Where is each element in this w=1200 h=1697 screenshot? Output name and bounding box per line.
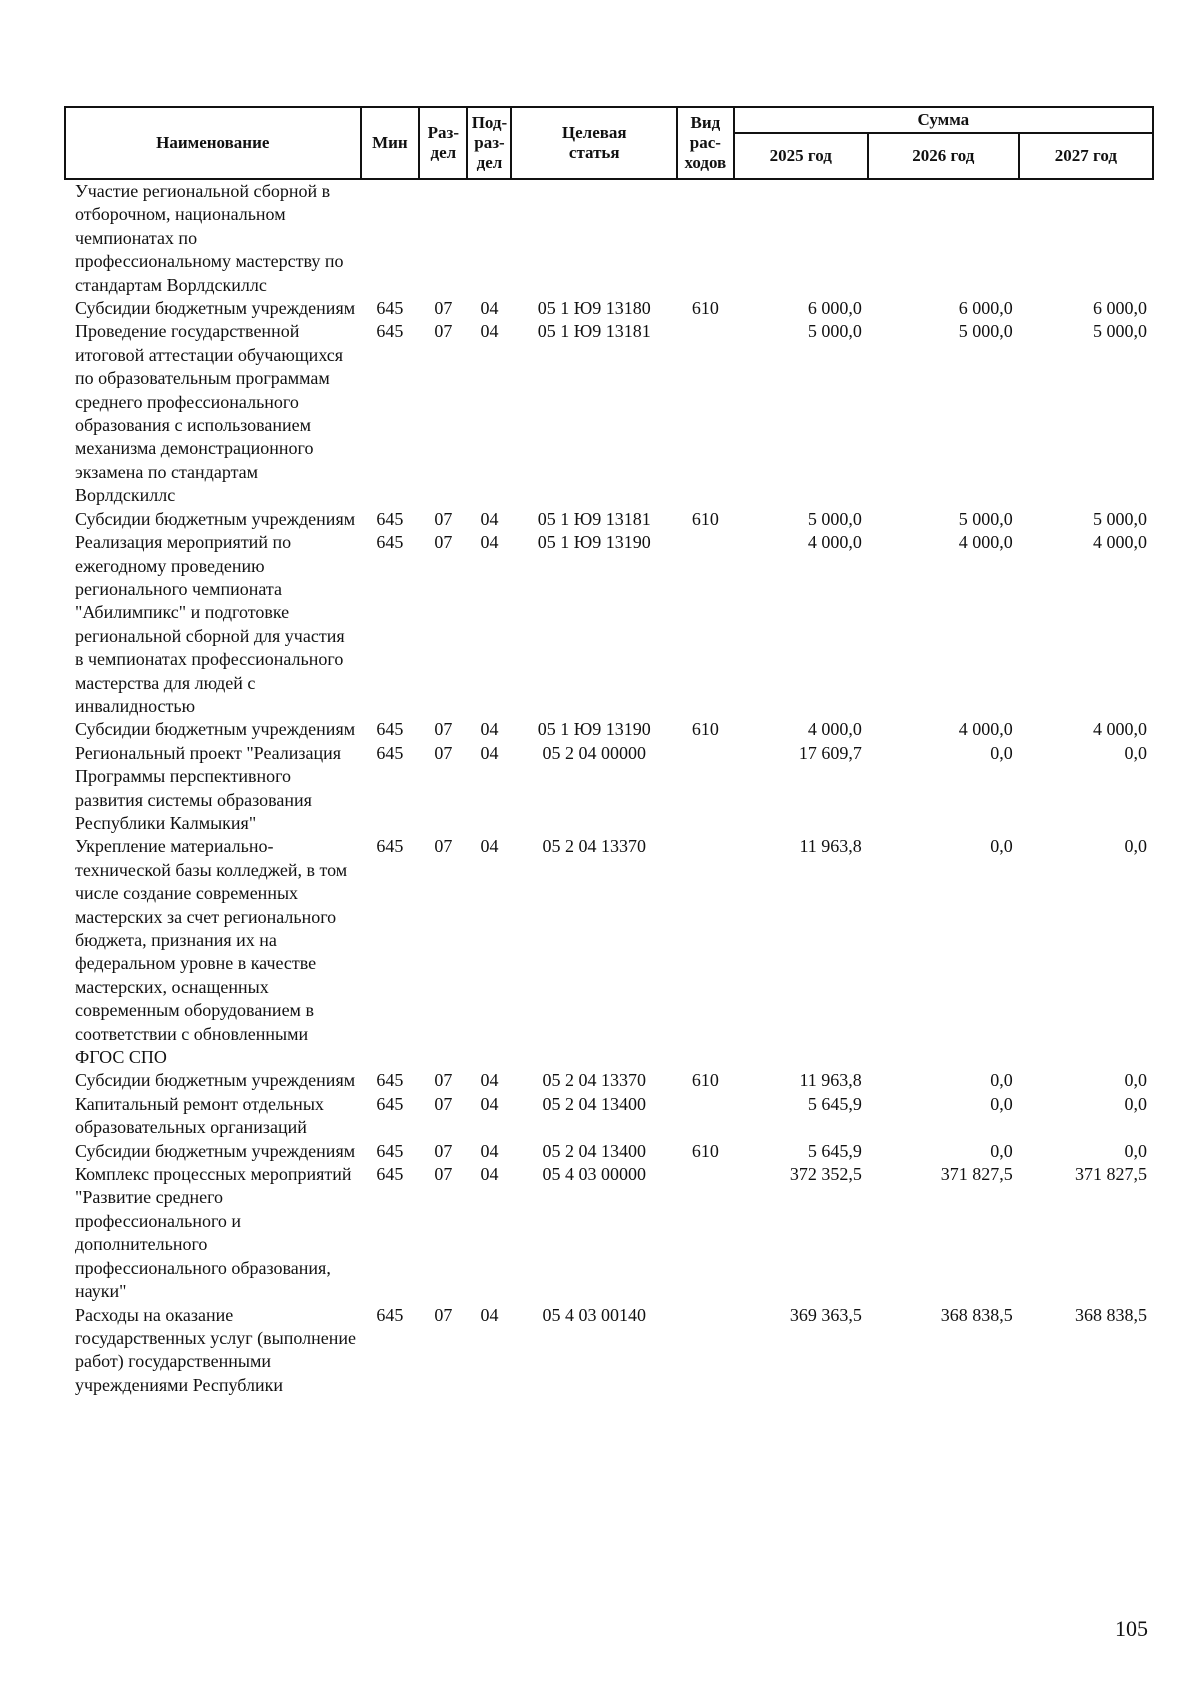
row-name: Капитальный ремонт отдельных образовательных организаций [75, 1093, 324, 1138]
row-razdel: 07 [434, 1304, 453, 1325]
row-name: Субсидии бюджетным учреждениям [75, 298, 356, 319]
row-2027: 6 000,0 [1093, 298, 1147, 319]
row-2027: 4 000,0 [1093, 719, 1147, 740]
header-razdel: Раз- дел [419, 107, 467, 179]
row-2025: 5 000,0 [807, 508, 862, 529]
table-body [65, 179, 1153, 1397]
row-min: 645 [376, 1093, 404, 1114]
row-razdel: 07 [434, 1164, 453, 1185]
row-razdel: 07 [434, 532, 453, 553]
row-2025: 4 000,0 [807, 719, 862, 740]
row-target: 05 1 Ю9 13180 [537, 298, 651, 319]
page-number: 105 [1115, 1616, 1148, 1641]
row-2025: 11 963,8 [799, 1070, 862, 1091]
table-row [65, 179, 1153, 297]
row-2026: 0,0 [990, 1093, 1013, 1114]
table-header [65, 107, 1153, 179]
row-vid: 610 [691, 719, 719, 740]
row-min: 645 [376, 742, 404, 763]
row-podrazdel: 04 [480, 508, 499, 529]
table-row [65, 1163, 1153, 1303]
row-2027: 5 000,0 [1093, 508, 1147, 529]
row-2026: 368 838,5 [940, 1304, 1013, 1325]
row-min: 645 [376, 532, 404, 553]
row-min: 645 [376, 298, 404, 319]
row-podrazdel: 04 [480, 321, 499, 342]
table-row [65, 297, 1153, 320]
row-2026: 5 000,0 [958, 508, 1013, 529]
row-2025: 17 609,7 [798, 742, 862, 763]
budget-table [64, 106, 1154, 1397]
row-podrazdel: 04 [480, 1093, 499, 1114]
row-target: 05 2 04 13400 [542, 1093, 647, 1114]
row-razdel: 07 [434, 1140, 453, 1161]
row-vid: 610 [691, 1140, 719, 1161]
row-podrazdel: 04 [480, 1070, 499, 1091]
row-2026: 371 827,5 [940, 1164, 1013, 1185]
row-2027: 368 838,5 [1075, 1304, 1147, 1325]
row-razdel: 07 [434, 508, 453, 529]
row-vid [677, 1093, 734, 1140]
row-min: 645 [376, 1070, 404, 1091]
row-podrazdel: 04 [480, 1304, 499, 1325]
row-razdel: 07 [434, 742, 453, 763]
row-2026: 0,0 [990, 742, 1013, 763]
row-target: 05 1 Ю9 13181 [537, 508, 651, 529]
row-min [361, 179, 420, 297]
row-vid [677, 1304, 734, 1398]
row-name: Расходы на оказание государственных услуг (выполнение работ) государственными учреждениями Республики [75, 1304, 356, 1395]
row-name: Проведение государственной итоговой аттестации обучающихся по образовательным программам среднего профессионального образования с использованием механизма демонстрационного экзамена по стандартам Ворлдскиллс [75, 321, 344, 506]
table-row [65, 1093, 1153, 1140]
row-2026: 5 000,0 [958, 321, 1013, 342]
row-name: Реализация мероприятий по ежегодному проведению регионального чемпионата "Абилимпикс" и подготовке региональной сборной для участия в чемпионатах профессионального мастерства для людей с инвалидностью [75, 532, 345, 716]
row-vid: 610 [691, 298, 719, 319]
row-2026: 0,0 [990, 836, 1013, 857]
table-row [65, 718, 1153, 741]
row-2027: 0,0 [1124, 836, 1147, 857]
row-2025 [734, 179, 868, 297]
row-name: Укрепление материально-технической базы колледжей, в том числе создание современных мастерских за счет регионального бюджета, признания их на федеральном уровне в качестве мастерских, оснащенных современным оборудованием в соответствии с обновленными ФГОС СПО [75, 836, 348, 1068]
row-target: 05 1 Ю9 13181 [537, 321, 651, 342]
row-2025: 5 645,9 [807, 1140, 862, 1161]
row-name: Участие региональной сборной в отборочном, национальном чемпионатах по профессиональному мастерству по стандартам Ворлдскиллс [75, 181, 344, 295]
table-row [65, 508, 1153, 531]
row-vid [677, 742, 734, 836]
table-row [65, 1140, 1153, 1163]
table-row [65, 1069, 1153, 1092]
row-target: 05 4 03 00000 [542, 1164, 647, 1185]
row-podrazdel: 04 [480, 742, 499, 763]
header-2025: 2025 год [734, 133, 868, 179]
row-target [511, 179, 677, 297]
row-name: Субсидии бюджетным учреждениям [75, 1070, 356, 1091]
row-razdel: 07 [434, 719, 453, 740]
header-min: Мин [361, 107, 420, 179]
row-vid [677, 531, 734, 718]
row-vid [677, 835, 734, 1069]
row-2025: 369 363,5 [789, 1304, 862, 1325]
header-vid: Вид рас- ходов [677, 107, 734, 179]
row-2026: 4 000,0 [958, 719, 1013, 740]
row-target: 05 1 Ю9 13190 [537, 532, 651, 553]
row-vid [677, 179, 734, 297]
row-name: Субсидии бюджетным учреждениям [75, 508, 356, 529]
row-target: 05 1 Ю9 13190 [537, 719, 651, 740]
table-row [65, 742, 1153, 836]
row-vid: 610 [691, 1070, 719, 1091]
table-row [65, 320, 1153, 507]
row-podrazdel: 04 [480, 719, 499, 740]
row-podrazdel [467, 179, 511, 297]
row-2026: 6 000,0 [958, 298, 1013, 319]
row-target: 05 2 04 13370 [542, 1070, 647, 1091]
table-row [65, 531, 1153, 718]
row-vid [677, 1163, 734, 1303]
row-2027: 4 000,0 [1093, 532, 1147, 553]
row-razdel: 07 [434, 836, 453, 857]
row-min: 645 [376, 1164, 404, 1185]
row-2026 [868, 179, 1019, 297]
row-name: Субсидии бюджетным учреждениям [75, 1140, 356, 1161]
row-2025: 5 645,9 [807, 1093, 862, 1114]
row-name: Субсидии бюджетным учреждениям [75, 719, 356, 740]
row-target: 05 2 04 00000 [542, 742, 647, 763]
row-podrazdel: 04 [480, 532, 499, 553]
header-name: Наименование [65, 107, 361, 179]
row-min: 645 [376, 719, 404, 740]
header-2026: 2026 год [868, 133, 1019, 179]
row-name: Региональный проект "Реализация Программы перспективного развития системы образования Республики Калмыкия" [75, 742, 342, 833]
header-podrazdel: Под- раз- дел [467, 107, 511, 179]
row-2026: 0,0 [990, 1070, 1013, 1091]
row-razdel: 07 [434, 1093, 453, 1114]
row-razdel: 07 [434, 1070, 453, 1091]
row-name: Комплекс процессных мероприятий "Развитие среднего профессионального и дополнительного профессионального образования, науки" [75, 1164, 352, 1302]
row-razdel: 07 [434, 298, 453, 319]
row-2026: 0,0 [990, 1140, 1013, 1161]
row-2027: 0,0 [1124, 1070, 1147, 1091]
row-podrazdel: 04 [480, 1140, 499, 1161]
row-razdel [419, 179, 467, 297]
row-2027: 0,0 [1124, 1093, 1147, 1114]
row-min: 645 [376, 321, 404, 342]
row-podrazdel: 04 [480, 1164, 499, 1185]
row-podrazdel: 04 [480, 298, 499, 319]
row-razdel: 07 [434, 321, 453, 342]
row-target: 05 2 04 13400 [542, 1140, 647, 1161]
header-target: Целевая статья [511, 107, 677, 179]
row-min: 645 [376, 508, 404, 529]
row-2025: 6 000,0 [807, 298, 862, 319]
row-2027: 5 000,0 [1093, 321, 1147, 342]
header-2027: 2027 год [1019, 133, 1153, 179]
header-sum: Сумма [734, 107, 1153, 133]
row-2027: 371 827,5 [1075, 1164, 1147, 1185]
row-2027: 0,0 [1124, 1140, 1147, 1161]
row-vid: 610 [691, 508, 719, 529]
row-2025: 11 963,8 [799, 836, 862, 857]
row-min: 645 [376, 1304, 404, 1325]
row-podrazdel: 04 [480, 836, 499, 857]
document-page [64, 106, 1154, 1397]
row-2025: 372 352,5 [789, 1164, 862, 1185]
row-2026: 4 000,0 [958, 532, 1013, 553]
table-row [65, 1304, 1153, 1398]
row-2027 [1019, 179, 1153, 297]
row-2025: 4 000,0 [807, 532, 862, 553]
row-target: 05 2 04 13370 [542, 836, 647, 857]
row-min: 645 [376, 836, 404, 857]
table-row [65, 835, 1153, 1069]
row-2027: 0,0 [1124, 742, 1147, 763]
row-target: 05 4 03 00140 [542, 1304, 647, 1325]
row-2025: 5 000,0 [807, 321, 862, 342]
row-min: 645 [376, 1140, 404, 1161]
row-vid [677, 320, 734, 507]
